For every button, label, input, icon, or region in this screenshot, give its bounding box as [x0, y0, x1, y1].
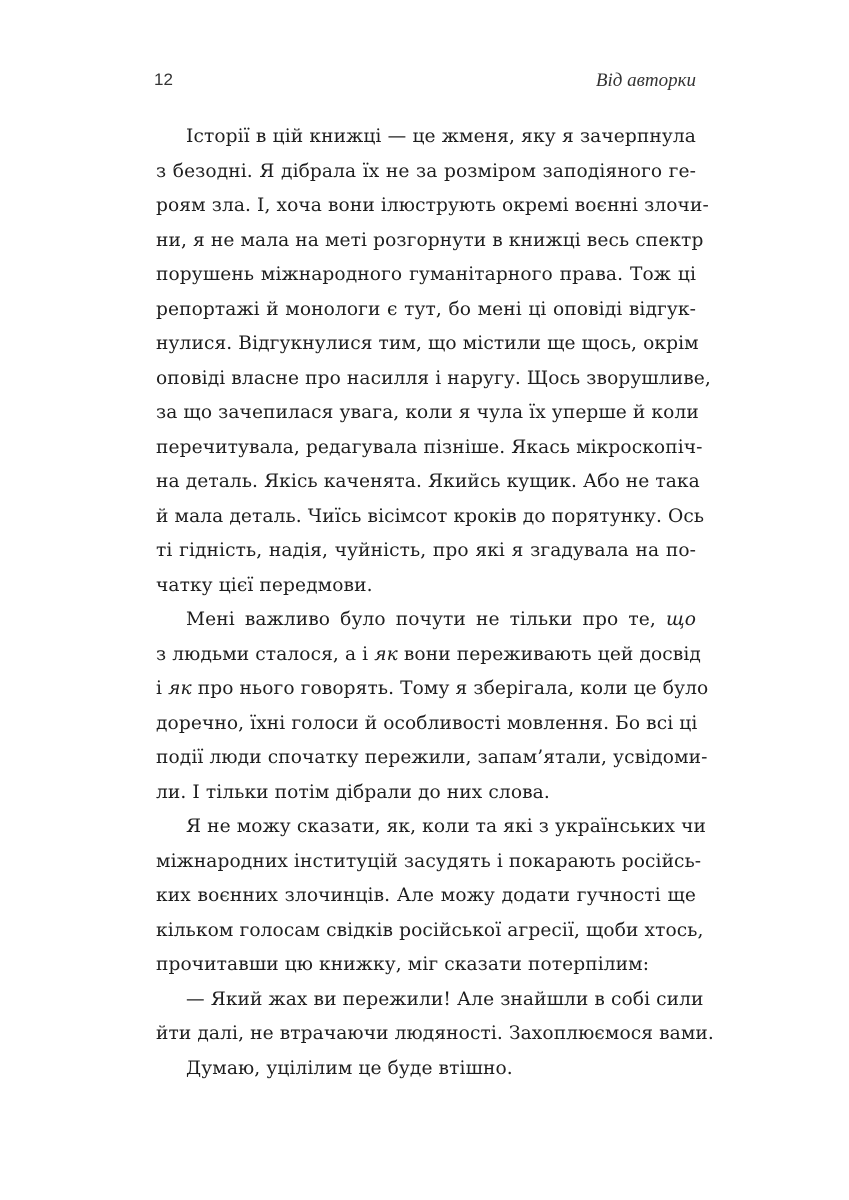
text-segment: ли. І тільки потім дібрали до них слова.: [156, 781, 550, 803]
paragraph: [156, 983, 714, 1052]
text-line: [156, 362, 711, 397]
text-line: [156, 1052, 696, 1087]
paragraph: [156, 120, 711, 603]
text-segment: ких воєнних злочинців. Але можу додати гучності ще: [156, 885, 696, 906]
running-head: Від авторки: [595, 70, 696, 91]
text-line: [156, 914, 704, 949]
text-line: [156, 258, 696, 293]
text-line: [156, 431, 703, 466]
text-line: [156, 120, 696, 155]
text-segment: і: [156, 678, 169, 699]
text-segment: ті гідність, надія, чуйність, про які я згадувала на по-: [156, 540, 696, 561]
text-segment: кільком голосам свідків російської агресії, щоби хтось,: [156, 919, 704, 941]
text-segment: Мені важливо було почути не тільки про те,: [186, 609, 666, 630]
text-line: [156, 465, 700, 500]
text-line: [156, 603, 696, 638]
text-line: [156, 948, 696, 983]
text-line: [156, 672, 709, 707]
italic-text: як: [374, 643, 398, 665]
text-line: [156, 396, 699, 431]
paragraph: [156, 1052, 696, 1087]
text-line: [156, 327, 699, 362]
text-segment: йти далі, не втрачаючи людяності. Захоплюємося вами.: [156, 1023, 714, 1044]
text-line: [156, 983, 704, 1018]
text-segment: ни, я не мала на меті розгорнути в книжці весь спектр: [156, 229, 704, 251]
page-number: 12: [154, 70, 173, 89]
text-segment: репортажі й монологи є тут, бо мені ці оповіді відгук-: [156, 298, 696, 320]
text-segment: з безодні. Я дібрала їх не за розміром заподіяного ге-: [156, 160, 696, 182]
paragraph: [156, 603, 709, 810]
text-line: [156, 155, 696, 190]
text-segment: — Який жах ви пережили! Але знайшли в собі сили: [186, 988, 704, 1010]
text-line: [156, 189, 709, 224]
text-segment: нулися. Відгукнулися тим, що містили ще щось, окрім: [156, 333, 699, 354]
text-segment: й мала деталь. Чиїсь вісімсот кроків до порятунку. Ось: [156, 505, 705, 527]
text-segment: за що зачепилася увага, коли я чула їх уперше й коли: [156, 402, 699, 423]
text-segment: Думаю, уцілілим це буде втішно.: [186, 1057, 513, 1079]
text-segment: події люди спочатку пережили, запам’ятали, усвідоми-: [156, 747, 708, 768]
text-segment: міжнародних інституцій засудять і покарають російсь-: [156, 850, 702, 872]
text-segment: Історії в цій книжці — це жменя, яку я зачерпнула: [186, 126, 696, 147]
text-segment: порушень міжнародного гуманітарного права. Тож ці: [156, 264, 696, 285]
body-text: [156, 120, 714, 1086]
text-segment: перечитувала, редагувала пізніше. Якась мікроскопіч-: [156, 436, 703, 458]
text-segment: чатку цієї передмови.: [156, 574, 373, 596]
text-line: [156, 879, 696, 914]
text-segment: з людьми сталося, а і: [156, 643, 375, 665]
page-header: [154, 70, 696, 94]
text-segment: на деталь. Якісь каченята. Якийсь кущик. Або не така: [156, 471, 700, 492]
text-line: [156, 741, 708, 776]
text-segment: про нього говорять. Тому я зберігала, коли це було: [191, 678, 709, 699]
text-line: [156, 534, 696, 569]
text-segment: Я не можу сказати, як, коли та які з українських чи: [186, 816, 706, 837]
text-line: [156, 569, 696, 604]
italic-text: як: [168, 678, 192, 699]
text-segment: прочитавши цю книжку, міг сказати потерпілим:: [156, 954, 650, 975]
text-segment: вони переживають цей досвід: [397, 643, 701, 665]
text-line: [156, 500, 705, 535]
text-line: [156, 638, 701, 673]
italic-text: що: [665, 609, 696, 630]
text-line: [156, 293, 696, 328]
text-line: [156, 776, 696, 811]
paragraph: [156, 810, 706, 983]
text-line: [156, 707, 696, 742]
text-line: [156, 845, 702, 880]
text-line: [156, 1017, 714, 1052]
text-segment: роям зла. І, хоча вони ілюструють окремі воєнні злочи-: [156, 195, 709, 216]
text-line: [156, 810, 706, 845]
text-segment: оповіді власне про насилля і наругу. Щось зворушливе,: [156, 367, 711, 389]
text-line: [156, 224, 704, 259]
text-segment: доречно, їхні голоси й особливості мовлення. Бо всі ці: [156, 712, 698, 734]
